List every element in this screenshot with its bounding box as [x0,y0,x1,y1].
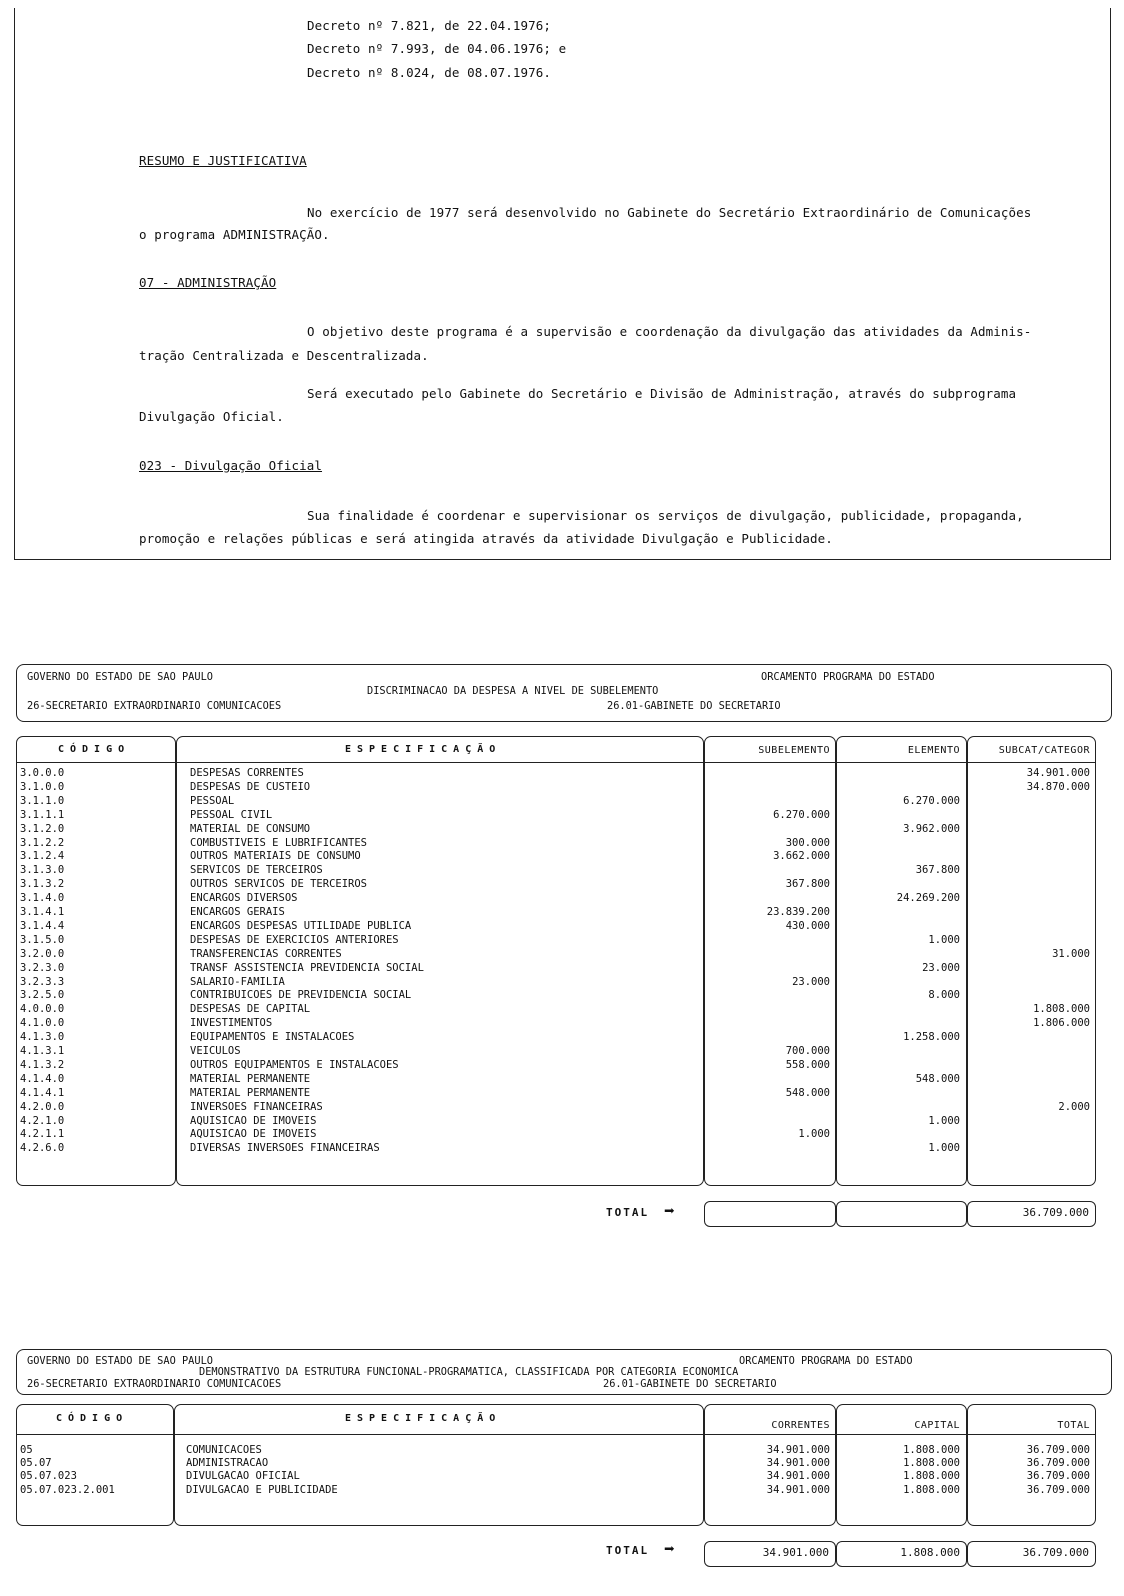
report1-row-description: MATERIAL PERMANENTE [190,1086,311,1099]
report1-row-description: PESSOAL CIVIL [190,808,273,821]
report1-row-description: ENCARGOS GERAIS [190,906,285,918]
report1-row-elemento: 3.962.000 [903,822,960,835]
report1-row-description: DESPESAS DE CAPITAL [190,1003,311,1016]
report1-row-description: MATERIAL DE CONSUMO [190,822,311,835]
report2-row-total: 36.709.000 [1026,1444,1090,1456]
report1-row-code: 4.1.4.1 [20,1086,65,1099]
report1-row-code: 3.1.2.2 [20,836,65,849]
report1-row-subelemento: 1.000 [798,1128,830,1141]
paragraph-3-line-1: Será executado pelo Gabinete do Secretário e Divisão de Administração, através do subprograma [307,386,1017,401]
report1-row-description: INVERSOES FINANCEIRAS [190,1100,323,1113]
report1-row-code: 3.1.2.4 [20,850,65,863]
report1-row-description: TRANSF ASSISTENCIA PREVIDENCIA SOCIAL [190,961,424,974]
report2-total-capital: 1.808.000 [836,1541,967,1567]
report1-row-description: MATERIAL PERMANENTE [190,1072,311,1085]
report2-head-correntes: CORRENTES [771,1420,830,1431]
report1-row-code: 4.1.3.0 [20,1031,65,1044]
report2-head-codigo: CÓDIGO [56,1413,129,1424]
report1-total-subelemento [704,1201,836,1227]
report1-row-code: 4.2.1.1 [20,1128,65,1141]
report2-head-total: TOTAL [1057,1420,1090,1431]
report1-total-label: TOTAL [606,1206,650,1219]
report2-row-code: 05.07 [20,1457,52,1470]
report2-row-total: 36.709.000 [1026,1483,1090,1496]
report1-row-code: 3.1.5.0 [20,933,65,946]
report1-gov-label: GOVERNO DO ESTADO DE SAO PAULO [27,671,213,683]
report1-row-subelemento: 300.000 [785,836,830,849]
report1-row-subelemento: 367.800 [785,878,830,891]
report2-row-correntes: 34.901.000 [766,1457,830,1470]
report1-row-description: TRANSFERENCIAS CORRENTES [190,947,342,960]
report1-row-subcat: 34.901.000 [1026,767,1090,779]
report2-row-code: 05.07.023.2.001 [20,1483,115,1496]
report1-row-description: DESPESAS CORRENTES [190,767,304,779]
report1-row-description: ENCARGOS DIVERSOS [190,892,298,905]
report2-row-description: DIVULGACAO E PUBLICIDADE [186,1483,338,1496]
report2-row-description: ADMINISTRACAO [186,1457,269,1470]
report1-row-code: 4.2.1.0 [20,1114,65,1127]
report2-gov-label: GOVERNO DO ESTADO DE SAO PAULO [27,1355,213,1367]
report1-row-elemento: 23.000 [922,961,960,974]
report1-row-subcat: 1.806.000 [1033,1017,1090,1030]
report1-row-description: CONTRIBUICOES DE PREVIDENCIA SOCIAL [190,989,412,1002]
report1-row-description: ENCARGOS DESPESAS UTILIDADE PUBLICA [190,919,412,932]
justification-section [14,8,1111,560]
decree-line-2: Decreto nº 7.993, de 04.06.1976; e [307,41,567,56]
report1-head-subcat: SUBCAT/CATEGOR [998,745,1090,756]
report2-orcamento-label: ORCAMENTO PROGRAMA DO ESTADO [739,1355,913,1367]
report1-row-subcat: 1.808.000 [1033,1003,1090,1016]
resumo-heading: RESUMO E JUSTIFICATIVA [139,153,307,168]
paragraph-4-line-1: Sua finalidade é coordenar e supervisionar os serviços de divulgação, publicidade, propaganda, [307,508,1024,523]
report1-head-codigo: CÓDIGO [58,744,131,755]
report1-row-elemento: 367.800 [915,864,960,877]
paragraph-2-line-1: O objetivo deste programa é a supervisão e coordenação da divulgação das atividades da Adminis- [307,324,1032,339]
report1-row-elemento: 1.000 [928,933,960,946]
report1-row-subelemento: 6.270.000 [773,808,830,821]
report2-head-especificacao: ESPECIFICAÇÃO [345,1413,502,1424]
report1-row-description: OUTROS MATERIAIS DE CONSUMO [190,850,361,863]
report1-row-code: 3.1.1.0 [20,794,65,807]
report1-row-code: 3.2.0.0 [20,947,65,960]
report2-row-capital: 1.808.000 [903,1444,960,1456]
report1-row-description: SERVICOS DE TERCEIROS [190,864,323,877]
report2-row-capital: 1.808.000 [903,1457,960,1470]
report1-row-description: DESPESAS DE CUSTEIO [190,780,311,793]
report1-row-code: 3.1.4.0 [20,892,65,905]
report2-total-total: 36.709.000 [967,1541,1096,1567]
report1-row-description: PESSOAL [190,794,235,807]
report2-row-capital: 1.808.000 [903,1470,960,1483]
report2-row-code: 05.07.023 [20,1470,77,1483]
report1-row-subelemento: 548.000 [785,1086,830,1099]
report1-row-description: VEICULOS [190,1045,241,1057]
report2-row-capital: 1.808.000 [903,1483,960,1496]
report1-row-elemento: 1.258.000 [903,1031,960,1044]
report1-row-description: AQUISICAO DE IMOVEIS [190,1114,317,1127]
report1-head-elemento: ELEMENTO [907,745,960,756]
report2-header [16,1349,1112,1395]
report1-secretaria-label: 26-SECRETARIO EXTRAORDINARIO COMUNICACOES [27,700,282,712]
report1-row-description: INVESTIMENTOS [190,1017,273,1030]
report1-row-description: OUTROS EQUIPAMENTOS E INSTALACOES [190,1058,399,1071]
report1-row-code: 4.2.0.0 [20,1100,65,1113]
report1-row-subelemento: 558.000 [785,1058,830,1071]
paragraph-1-line-1: No exercício de 1977 será desenvolvido no Gabinete do Secretário Extraordinário de Comunicações [307,205,1032,220]
decree-line-1: Decreto nº 7.821, de 22.04.1976; [307,18,552,33]
report1-col-subelemento [704,736,836,1186]
report1-row-subelemento: 700.000 [785,1045,830,1057]
report1-row-code: 4.1.0.0 [20,1017,65,1030]
divulgacao-heading: 023 - Divulgação Oficial [139,458,323,473]
report1-row-description: DESPESAS DE EXERCICIOS ANTERIORES [190,933,399,946]
report1-row-elemento: 548.000 [915,1072,960,1085]
report2-total-correntes: 34.901.000 [704,1541,836,1567]
report1-row-code: 4.2.6.0 [20,1142,65,1155]
report1-row-description: OUTROS SERVICOS DE TERCEIROS [190,878,368,891]
administracao-heading: 07 - ADMINISTRAÇÃO [139,275,277,290]
report1-row-code: 4.1.3.1 [20,1045,65,1057]
right-arrow-icon: ➡ [664,1201,675,1222]
report1-row-subelemento: 23.000 [792,975,830,988]
report2-unidade-label: 26.01-GABINETE DO SECRETARIO [603,1378,777,1390]
report1-row-code: 3.1.4.4 [20,919,65,932]
report1-row-code: 3.0.0.0 [20,767,65,779]
report1-total-subcat: 36.709.000 [967,1201,1096,1227]
report1-row-elemento: 24.269.200 [896,892,960,905]
report2-total-label: TOTAL [606,1544,650,1557]
report2-row-total: 36.709.000 [1026,1470,1090,1483]
report1-row-code: 3.1.3.0 [20,864,65,877]
report1-row-code: 4.0.0.0 [20,1003,65,1016]
report1-row-description: EQUIPAMENTOS E INSTALACOES [190,1031,355,1044]
paragraph-1-line-2: o programa ADMINISTRAÇÃO. [139,227,330,242]
report2-secretaria-label: 26-SECRETARIO EXTRAORDINARIO COMUNICACOES [27,1378,282,1390]
report1-row-elemento: 1.000 [928,1114,960,1127]
paragraph-3-line-2: Divulgação Oficial. [139,409,284,424]
report1-row-code: 4.1.3.2 [20,1058,65,1071]
report1-row-code: 3.1.4.1 [20,906,65,918]
report1-row-description: COMBUSTIVEIS E LUBRIFICANTES [190,836,368,849]
paragraph-2-line-2: tração Centralizada e Descentralizada. [139,348,429,363]
report1-row-code: 4.1.4.0 [20,1072,65,1085]
report1-unidade-label: 26.01-GABINETE DO SECRETARIO [607,700,781,712]
report1-title: DISCRIMINACAO DA DESPESA A NIVEL DE SUBELEMENTO [367,685,659,697]
report2-row-description: COMUNICACOES [186,1444,262,1456]
report1-row-code: 3.1.2.0 [20,822,65,835]
report1-row-code: 3.2.5.0 [20,989,65,1002]
report2-row-correntes: 34.901.000 [766,1444,830,1456]
report2-row-correntes: 34.901.000 [766,1470,830,1483]
report1-row-description: AQUISICAO DE IMOVEIS [190,1128,317,1141]
report1-head-especificacao: ESPECIFICAÇÃO [345,744,502,755]
report1-row-subcat: 31.000 [1052,947,1090,960]
report1-header [16,664,1112,722]
report1-row-subcat: 2.000 [1058,1100,1090,1113]
report1-row-subelemento: 430.000 [785,919,830,932]
report1-row-code: 3.2.3.0 [20,961,65,974]
report1-row-description: DIVERSAS INVERSOES FINANCEIRAS [190,1142,380,1155]
report2-row-total: 36.709.000 [1026,1457,1090,1470]
report1-total-elemento [836,1201,967,1227]
decree-line-3: Decreto nº 8.024, de 08.07.1976. [307,65,552,80]
report1-row-elemento: 1.000 [928,1142,960,1155]
report1-orcamento-label: ORCAMENTO PROGRAMA DO ESTADO [761,671,935,683]
report2-row-description: DIVULGACAO OFICIAL [186,1470,300,1483]
report1-row-elemento: 6.270.000 [903,794,960,807]
report1-row-description: SALARIO-FAMILIA [190,975,285,988]
report2-title: DEMONSTRATIVO DA ESTRUTURA FUNCIONAL-PROGRAMATICA, CLASSIFICADA POR CATEGORIA ECONOMICA [199,1366,739,1378]
report1-row-subelemento: 23.839.200 [766,906,830,918]
report2-row-correntes: 34.901.000 [766,1483,830,1496]
report1-row-subcat: 34.870.000 [1026,780,1090,793]
report1-row-code: 3.2.3.3 [20,975,65,988]
report1-row-subelemento: 3.662.000 [773,850,830,863]
report1-row-elemento: 8.000 [928,989,960,1002]
report1-row-code: 3.1.0.0 [20,780,65,793]
report1-row-code: 3.1.3.2 [20,878,65,891]
report1-header-divider [16,762,1096,763]
right-arrow-icon: ➡ [664,1539,675,1560]
report1-head-subelemento: SUBELEMENTO [758,745,830,756]
report2-head-capital: CAPITAL [914,1420,960,1431]
paragraph-4-line-2: promoção e relações públicas e será atingida através da atividade Divulgação e Publicidade. [139,531,833,546]
report1-row-code: 3.1.1.1 [20,808,65,821]
report2-header-divider [16,1434,1096,1435]
report2-row-code: 05 [20,1444,33,1456]
